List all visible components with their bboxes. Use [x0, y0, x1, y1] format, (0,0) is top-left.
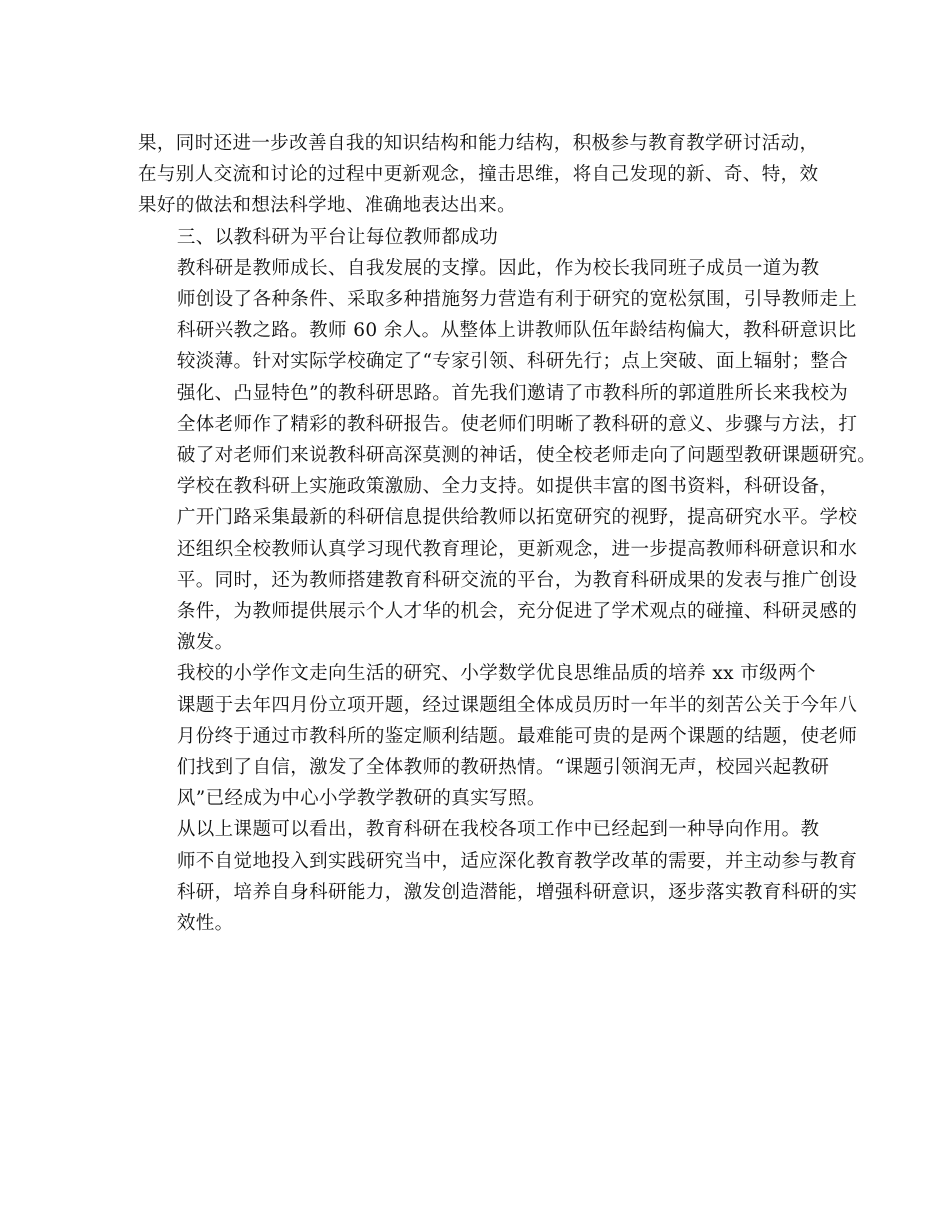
paragraph-line: 平。同时，还为教师搭建教育科研交流的平台，为教育科研成果的发表与推广创设 — [176, 569, 858, 591]
paragraph-line: 课题于去年四月份立项开题，经过课题组全体成员历时一年半的刻苦公关于今年八 — [176, 694, 858, 716]
paragraph-line: 我校的小学作文走向生活的研究、小学数学优良思维品质的培养 xx 市级两个 — [176, 663, 816, 685]
paragraph-line: 学校在教科研上实施政策激励、全力支持。如提供丰富的图书资料，科研设备， — [176, 476, 839, 498]
paragraph-line: 从以上课题可以看出，教育科研在我校各项工作中已经起到一种导向作用。教 — [176, 819, 820, 841]
paragraph-line: 较淡薄。针对实际学校确定了“专家引领、科研先行；点上突破、面上辐射；整合 — [176, 351, 849, 373]
paragraph-line: 科研，培养自身科研能力，激发创造潜能，增强科研意识，逐步落实教育科研的实 — [176, 881, 858, 903]
paragraph-line: 广开门路采集最新的科研信息提供给教师以拓宽研究的视野，提高研究水平。学校 — [176, 507, 858, 529]
paragraph-line: 效性。 — [176, 913, 234, 935]
paragraph-line: 果，同时还进一步改善自我的知识结构和能力结构，积极参与教育教学研讨活动， — [138, 133, 819, 154]
paragraph-line: 三、以教科研为平台让每位教师都成功 — [176, 226, 499, 248]
paragraph-line: 师不自觉地投入到实践研究当中，适应深化教育教学改革的需要，并主动参与教育 — [176, 850, 858, 872]
paragraph-line: 破了对老师们来说教科研高深莫测的神话，使全校老师走向了问题型教研课题研究。 — [176, 445, 877, 467]
document-paragraph — [138, 128, 819, 222]
paragraph-line: 强化、凸显特色”的教科研思路。首先我们邀请了市教科所的郭道胜所长来我校为 — [176, 382, 849, 404]
document-paragraph — [138, 471, 858, 658]
paragraph-line: 果好的做法和想法科学地、准确地表达出来。 — [138, 195, 517, 217]
paragraph-line: 月份终于通过市教科所的鉴定顺利结题。最难能可贵的是两个课题的结题，使老师 — [176, 725, 858, 747]
paragraph-line: 全体老师作了精彩的教科研报告。使老师们明晰了教科研的意义、步骤与方法，打 — [176, 413, 858, 435]
paragraph-line: 条件，为教师提供展示个人才华的机会，充分促进了学术观点的碰撞、科研灵感的 — [176, 601, 858, 623]
document-paragraph — [138, 814, 858, 939]
paragraph-line: 们找到了自信，激发了全体教师的教研热情。“课题引领润无声，校园兴起教研 — [176, 757, 830, 779]
paragraph-line: 师创设了各种条件、采取多种措施努力营造有利于研究的宽松氛围，引导教师走上 — [176, 289, 858, 311]
paragraph-line: 科研兴教之路。教师 60 余人。从整体上讲教师队伍年龄结构偏大，教科研意识比 — [176, 320, 857, 342]
document-paragraph — [138, 658, 858, 814]
paragraph-line: 在与别人交流和讨论的过程中更新观念，撞击思维，将自己发现的新、奇、特，效 — [138, 164, 819, 186]
paragraph-line: 风”已经成为中心小学教学教研的真实写照。 — [176, 788, 546, 810]
document-paragraph — [138, 253, 877, 471]
paragraph-line: 还组织全校教师认真学习现代教育理论，更新观念，进一步提高教师科研意识和水 — [176, 538, 858, 560]
document-paragraph — [138, 222, 814, 253]
document-body — [138, 128, 877, 939]
paragraph-line: 教科研是教师成长、自我发展的支撑。因此，作为校长我同班子成员一道为教 — [176, 257, 820, 279]
paragraph-line: 激发。 — [176, 632, 234, 654]
